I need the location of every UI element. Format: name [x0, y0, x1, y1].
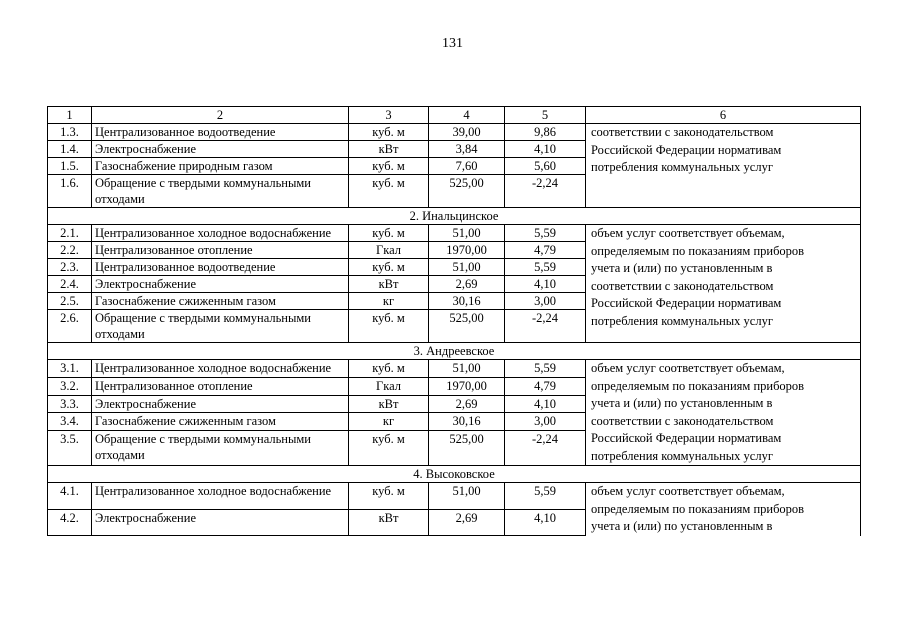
volume-cell: 525,00 [429, 431, 505, 466]
service-name: Электроснабжение [92, 395, 349, 413]
service-name: Электроснабжение [92, 509, 349, 536]
row-number: 2.4. [48, 276, 92, 293]
note-line: соответствии с законодательством [591, 413, 774, 428]
service-name: Обращение с твердыми коммунальными отходами [92, 175, 349, 208]
note-line: определяемым по показаниям приборов [591, 378, 805, 393]
note-line: объем услуг соответствует объемам, [591, 361, 785, 375]
table-row [48, 360, 861, 378]
volume-cell: 51,00 [429, 259, 505, 276]
row-number: 2.6. [48, 310, 92, 343]
section-row [48, 466, 861, 483]
service-name: Газоснабжение природным газом [92, 158, 349, 175]
tariff-table [47, 106, 861, 536]
unit-cell: кВт [349, 395, 429, 413]
note-line: соответствии с законодательством [591, 125, 774, 139]
row-number: 4.2. [48, 509, 92, 536]
unit-cell: куб. м [349, 259, 429, 276]
note-cell [586, 225, 861, 343]
note-line: учета и (или) по установленным в [591, 396, 773, 410]
section-row [48, 208, 861, 225]
growth-cell: -2,24 [505, 431, 586, 466]
column-header: 6 [586, 107, 861, 124]
unit-cell: Гкал [349, 242, 429, 259]
service-name: Централизованное холодное водоснабжение [92, 225, 349, 242]
unit-cell: кг [349, 293, 429, 310]
row-number: 3.3. [48, 395, 92, 413]
service-name: Централизованное водоотведение [92, 259, 349, 276]
unit-cell: куб. м [349, 124, 429, 141]
growth-cell: 3,00 [505, 293, 586, 310]
growth-cell: 4,10 [505, 395, 586, 413]
growth-cell: 5,59 [505, 225, 586, 242]
growth-cell: 5,59 [505, 360, 586, 378]
volume-cell: 51,00 [429, 360, 505, 378]
note-line: объем услуг соответствует объемам, [591, 484, 785, 498]
service-name: Обращение с твердыми коммунальными отходами [92, 310, 349, 343]
growth-cell: 3,00 [505, 413, 586, 431]
row-number: 2.1. [48, 225, 92, 242]
note-cell [586, 124, 861, 208]
section-title: 2. Инальцинское [48, 208, 861, 225]
volume-cell: 7,60 [429, 158, 505, 175]
row-number: 1.4. [48, 141, 92, 158]
unit-cell: куб. м [349, 360, 429, 378]
unit-cell: куб. м [349, 158, 429, 175]
row-number: 4.1. [48, 483, 92, 510]
column-header: 4 [429, 107, 505, 124]
growth-cell: 4,79 [505, 242, 586, 259]
growth-cell: 5,59 [505, 259, 586, 276]
service-name: Электроснабжение [92, 141, 349, 158]
volume-cell: 3,84 [429, 141, 505, 158]
row-number: 2.5. [48, 293, 92, 310]
unit-cell: куб. м [349, 431, 429, 466]
note-line: потребления коммунальных услуг [591, 448, 773, 463]
column-header: 3 [349, 107, 429, 124]
note-cell [586, 483, 861, 536]
column-header: 2 [92, 107, 349, 124]
unit-cell: кВт [349, 276, 429, 293]
growth-cell: -2,24 [505, 310, 586, 343]
growth-cell: 4,10 [505, 509, 586, 536]
section-row [48, 343, 861, 360]
column-header: 1 [48, 107, 92, 124]
unit-cell: куб. м [349, 225, 429, 242]
row-number: 3.5. [48, 431, 92, 466]
unit-cell: кВт [349, 509, 429, 536]
growth-cell: 5,60 [505, 158, 586, 175]
growth-cell: 4,10 [505, 141, 586, 158]
unit-cell: кг [349, 413, 429, 431]
row-number: 1.5. [48, 158, 92, 175]
note-line: Российской Федерации нормативам [591, 142, 782, 157]
row-number: 3.1. [48, 360, 92, 378]
section-title: 3. Андреевское [48, 343, 861, 360]
note-line: учета и (или) по установленным в [591, 519, 773, 533]
section-title: 4. Высоковское [48, 466, 861, 483]
volume-cell: 525,00 [429, 310, 505, 343]
volume-cell: 2,69 [429, 395, 505, 413]
note-line: объем услуг соответствует объемам, [591, 226, 785, 240]
note-line: потребления коммунальных услуг [591, 160, 773, 174]
volume-cell: 51,00 [429, 483, 505, 510]
growth-cell: 4,10 [505, 276, 586, 293]
unit-cell: куб. м [349, 175, 429, 208]
volume-cell: 51,00 [429, 225, 505, 242]
note-cell [586, 360, 861, 466]
row-number: 1.6. [48, 175, 92, 208]
page-number: 131 [442, 36, 463, 51]
growth-cell: 9,86 [505, 124, 586, 141]
note-line: определяемым по показаниям приборов [591, 243, 805, 258]
row-number: 2.2. [48, 242, 92, 259]
growth-cell: 5,59 [505, 483, 586, 510]
note-line: Российской Федерации нормативам [591, 296, 782, 310]
growth-cell: -2,24 [505, 175, 586, 208]
row-number: 1.3. [48, 124, 92, 141]
note-line: Российской Федерации нормативам [591, 431, 782, 445]
column-header: 5 [505, 107, 586, 124]
volume-cell: 2,69 [429, 276, 505, 293]
growth-cell: 4,79 [505, 377, 586, 395]
unit-cell: Гкал [349, 377, 429, 395]
service-name: Электроснабжение [92, 276, 349, 293]
volume-cell: 1970,00 [429, 377, 505, 395]
unit-cell: куб. м [349, 310, 429, 343]
row-number: 3.4. [48, 413, 92, 431]
service-name: Обращение с твердыми коммунальными отходами [92, 431, 349, 466]
volume-cell: 30,16 [429, 293, 505, 310]
service-name: Централизованное отопление [92, 377, 349, 395]
table-row [48, 225, 861, 242]
row-number: 2.3. [48, 259, 92, 276]
volume-cell: 2,69 [429, 509, 505, 536]
table-header-row [48, 107, 861, 124]
service-name: Централизованное отопление [92, 242, 349, 259]
unit-cell: куб. м [349, 483, 429, 510]
table-row [48, 483, 861, 510]
volume-cell: 39,00 [429, 124, 505, 141]
service-name: Централизованное холодное водоснабжение [92, 360, 349, 378]
service-name: Газоснабжение сжиженным газом [92, 413, 349, 431]
volume-cell: 1970,00 [429, 242, 505, 259]
volume-cell: 525,00 [429, 175, 505, 208]
service-name: Газоснабжение сжиженным газом [92, 293, 349, 310]
note-line: соответствии с законодательством [591, 278, 774, 293]
note-line: определяемым по показаниям приборов [591, 501, 805, 516]
table-row [48, 124, 861, 141]
row-number: 3.2. [48, 377, 92, 395]
note-line: потребления коммунальных услуг [591, 313, 773, 328]
unit-cell: кВт [349, 141, 429, 158]
service-name: Централизованное водоотведение [92, 124, 349, 141]
service-name: Централизованное холодное водоснабжение [92, 483, 349, 510]
volume-cell: 30,16 [429, 413, 505, 431]
note-line: учета и (или) по установленным в [591, 261, 773, 275]
